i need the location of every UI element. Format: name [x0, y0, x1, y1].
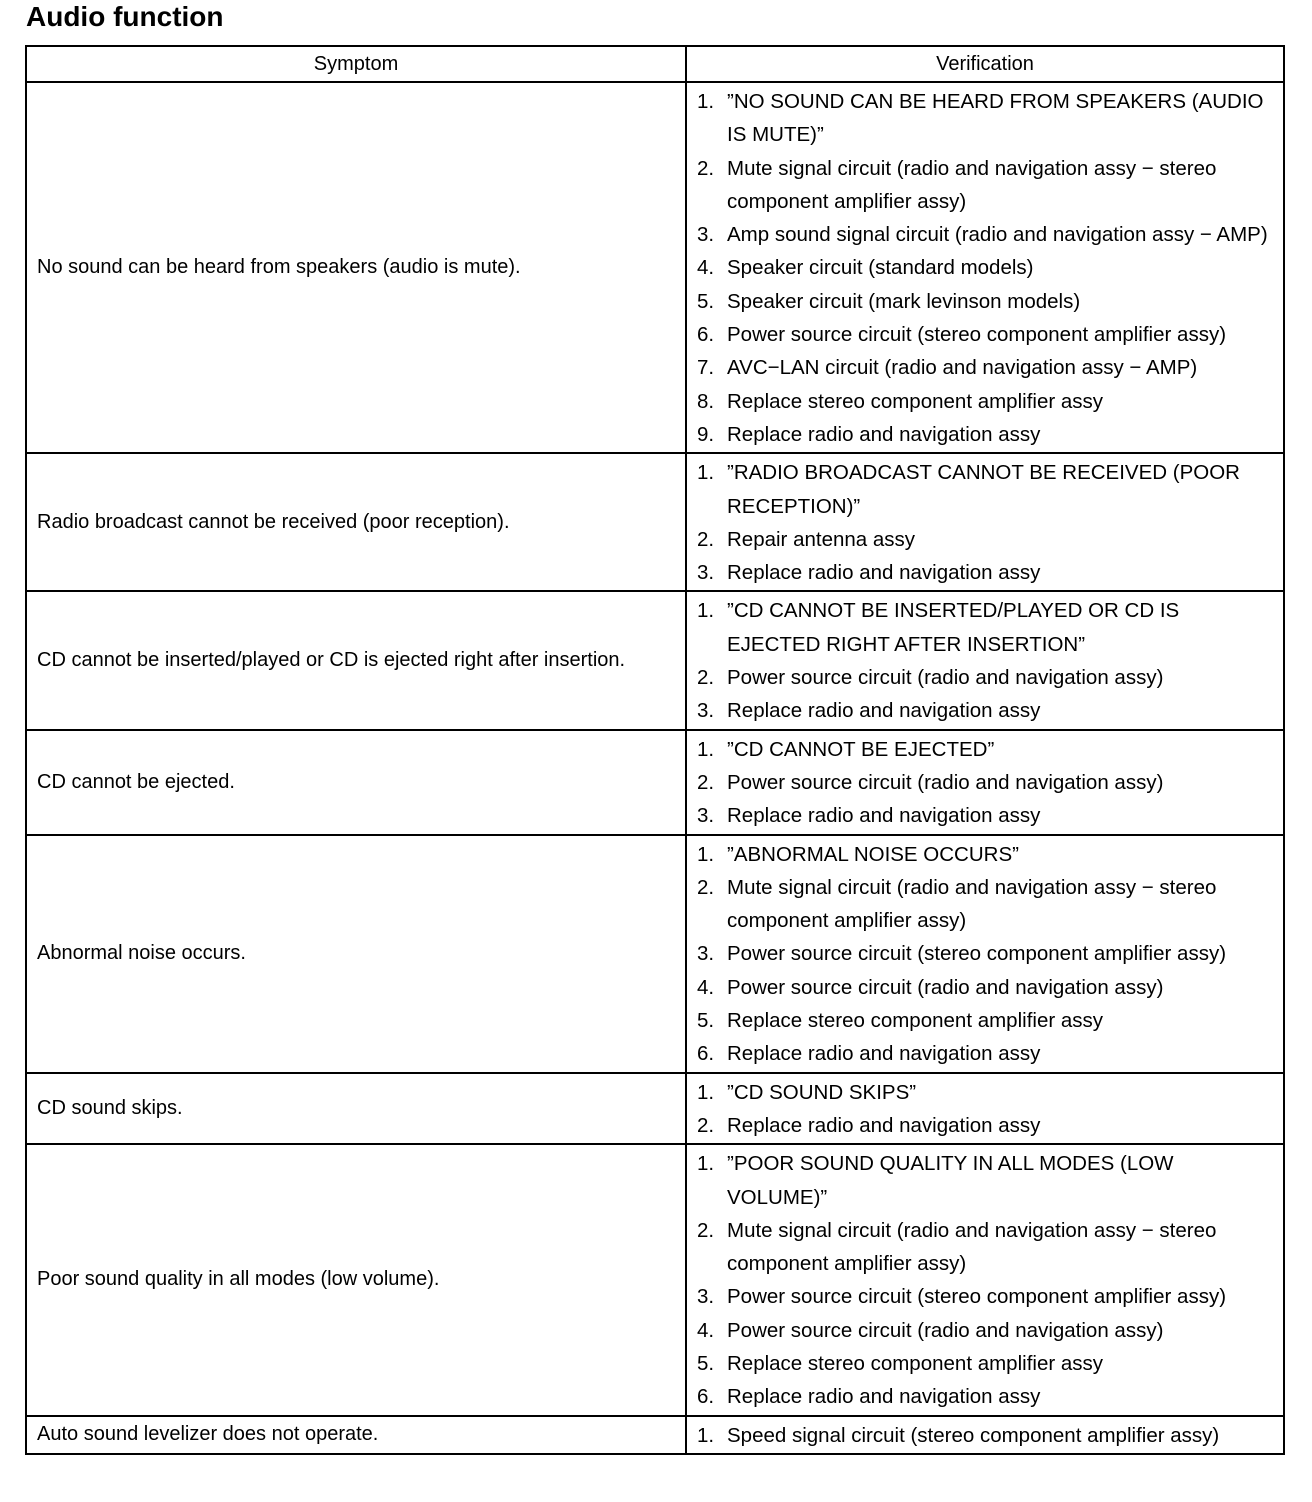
verification-steps — [687, 594, 1283, 727]
table-row — [26, 730, 1284, 835]
table-row — [26, 835, 1284, 1073]
step-text: Power source circuit (stereo component amplifier assy) — [727, 942, 1227, 966]
step-number: 3. — [697, 942, 715, 966]
verification-step — [687, 1147, 1283, 1214]
step-text: Replace radio and navigation assy — [727, 1042, 1041, 1066]
verification-cell — [686, 82, 1284, 453]
step-text: ”CD CANNOT BE EJECTED” — [727, 737, 995, 761]
step-number: 7. — [697, 356, 715, 380]
step-number: 1. — [697, 1152, 715, 1176]
verification-step — [687, 799, 1283, 832]
verification-step — [687, 1004, 1283, 1037]
step-text: Amp sound signal circuit (radio and navigation assy − AMP) — [727, 223, 1268, 247]
step-number: 1. — [697, 1080, 715, 1104]
step-text: Replace radio and navigation assy — [727, 1113, 1041, 1137]
step-number: 1. — [697, 737, 715, 761]
table-row — [26, 82, 1284, 453]
verification-step — [687, 694, 1283, 727]
table-row — [26, 1144, 1284, 1415]
step-number: 3. — [697, 561, 715, 585]
step-text: ”NO SOUND CAN BE HEARD FROM SPEAKERS (AUDIO IS MUTE)” — [727, 90, 1264, 147]
step-number: 3. — [697, 223, 715, 247]
page-title: Audio function — [26, 1, 224, 32]
step-text: Speaker circuit (standard models) — [727, 256, 1034, 280]
step-text: Mute signal circuit (radio and navigation assy − stereo component amplifier assy) — [727, 875, 1217, 933]
symptom-cell: CD sound skips. — [26, 1073, 686, 1145]
verification-cell — [686, 1144, 1284, 1415]
verification-step — [687, 1380, 1283, 1413]
verification-step — [687, 937, 1283, 970]
step-text: ”ABNORMAL NOISE OCCURS” — [727, 842, 1019, 866]
table-row — [26, 591, 1284, 729]
verification-step — [687, 218, 1283, 251]
verification-step — [687, 766, 1283, 799]
verification-step — [687, 418, 1283, 451]
verification-step — [687, 1109, 1283, 1142]
verification-step — [687, 285, 1283, 318]
step-text: Power source circuit (radio and navigation assy) — [727, 975, 1164, 999]
verification-steps — [687, 838, 1283, 1071]
step-text: Power source circuit (radio and navigation assy) — [727, 770, 1164, 794]
step-number: 1. — [697, 842, 715, 866]
step-number: 6. — [697, 1042, 715, 1066]
verification-steps — [687, 733, 1283, 833]
step-text: Power source circuit (radio and navigation assy) — [727, 666, 1164, 690]
table-row — [26, 1073, 1284, 1145]
step-number: 5. — [697, 289, 715, 313]
step-text: Power source circuit (radio and navigation assy) — [727, 1318, 1164, 1342]
verification-cell — [686, 453, 1284, 591]
step-number: 1. — [697, 599, 715, 623]
table-body — [26, 82, 1284, 1454]
verification-step — [687, 1214, 1283, 1281]
step-number: 8. — [697, 389, 715, 413]
step-text: AVC−LAN circuit (radio and navigation assy − AMP) — [727, 356, 1198, 380]
step-text: Repair antenna assy — [727, 527, 916, 551]
verification-step — [687, 661, 1283, 694]
verification-cell — [686, 1073, 1284, 1145]
step-text: Replace stereo component amplifier assy — [727, 1351, 1104, 1375]
verification-step — [687, 556, 1283, 589]
symptom-cell: CD cannot be inserted/played or CD is ejected right after insertion. — [26, 591, 686, 729]
step-number: 1. — [697, 461, 715, 485]
verification-step — [687, 1347, 1283, 1380]
step-number: 1. — [697, 90, 715, 113]
symptom-cell: CD cannot be ejected. — [26, 730, 686, 835]
step-text: Replace radio and navigation assy — [727, 699, 1041, 723]
verification-steps — [687, 1076, 1283, 1143]
step-text: Replace radio and navigation assy — [727, 422, 1041, 446]
verification-step — [687, 351, 1283, 384]
step-number: 2. — [697, 156, 715, 180]
verification-steps — [687, 1419, 1283, 1452]
verification-step — [687, 251, 1283, 284]
verification-step — [687, 318, 1283, 351]
verification-step — [687, 1280, 1283, 1313]
step-text: Speaker circuit (mark levinson models) — [727, 289, 1081, 313]
verification-step — [687, 456, 1283, 523]
step-text: Power source circuit (stereo component amplifier assy) — [727, 1285, 1227, 1309]
verification-step — [687, 733, 1283, 766]
symptom-column-header: Symptom — [26, 46, 686, 82]
verification-step — [687, 1314, 1283, 1347]
step-text: Replace radio and navigation assy — [727, 804, 1041, 828]
verification-cell — [686, 591, 1284, 729]
step-text: Replace stereo component amplifier assy — [727, 389, 1104, 413]
verification-steps — [687, 85, 1283, 451]
verification-step — [687, 385, 1283, 418]
verification-step — [687, 1076, 1283, 1109]
step-number: 5. — [697, 1351, 715, 1375]
step-text: Replace radio and navigation assy — [727, 561, 1041, 585]
step-number: 4. — [697, 1318, 715, 1342]
verification-cell — [686, 1416, 1284, 1454]
symptom-cell: Abnormal noise occurs. — [26, 835, 686, 1073]
symptom-cell: Poor sound quality in all modes (low volume). — [26, 1144, 686, 1415]
table-row — [26, 1416, 1284, 1454]
verification-step — [687, 838, 1283, 871]
step-number: 6. — [697, 1385, 715, 1409]
verification-cell — [686, 835, 1284, 1073]
step-text: Replace stereo component amplifier assy — [727, 1009, 1104, 1033]
step-text: ”CD SOUND SKIPS” — [727, 1080, 917, 1104]
step-number: 2. — [697, 1113, 715, 1137]
step-text: Replace radio and navigation assy — [727, 1385, 1041, 1409]
step-text: Power source circuit (stereo component amplifier assy) — [727, 323, 1227, 347]
step-text: ”RADIO BROADCAST CANNOT BE RECEIVED (POOR RECEPTION)” — [727, 461, 1240, 518]
step-number: 4. — [697, 256, 715, 280]
step-text: Speed signal circuit (stereo component amplifier assy) — [727, 1423, 1220, 1447]
symptom-cell: Auto sound levelizer does not operate. — [26, 1416, 686, 1454]
table-row — [26, 453, 1284, 591]
step-number: 2. — [697, 875, 715, 899]
step-text: Mute signal circuit (radio and navigation assy − stereo component amplifier assy) — [727, 1218, 1217, 1276]
verification-steps — [687, 1147, 1283, 1413]
verification-steps — [687, 456, 1283, 589]
step-number: 4. — [697, 975, 715, 999]
step-number: 2. — [697, 1218, 715, 1242]
verification-step — [687, 594, 1283, 661]
table-header-row — [26, 46, 1284, 82]
verification-step — [687, 871, 1283, 938]
step-number: 3. — [697, 699, 715, 723]
step-number: 3. — [697, 1285, 715, 1309]
verification-step — [687, 152, 1283, 219]
step-number: 1. — [697, 1423, 715, 1447]
verification-step — [687, 1419, 1283, 1452]
step-number: 6. — [697, 323, 715, 347]
step-number: 2. — [697, 666, 715, 690]
verification-step — [687, 523, 1283, 556]
verification-step — [687, 85, 1283, 152]
step-number: 3. — [697, 804, 715, 828]
verification-cell — [686, 730, 1284, 835]
step-text: ”POOR SOUND QUALITY IN ALL MODES (LOW VOLUME)” — [727, 1152, 1174, 1209]
step-number: 2. — [697, 527, 715, 551]
symptom-cell: Radio broadcast cannot be received (poor reception). — [26, 453, 686, 591]
step-text: Mute signal circuit (radio and navigation assy − stereo component amplifier assy) — [727, 156, 1217, 213]
step-number: 5. — [697, 1009, 715, 1033]
step-number: 9. — [697, 422, 715, 446]
verification-step — [687, 971, 1283, 1004]
step-text: ”CD CANNOT BE INSERTED/PLAYED OR CD IS EJECTED RIGHT AFTER INSERTION” — [727, 599, 1180, 656]
verification-step — [687, 1037, 1283, 1070]
symptom-cell: No sound can be heard from speakers (audio is mute). — [26, 82, 686, 453]
symptom-table — [25, 45, 1285, 1455]
step-number: 2. — [697, 770, 715, 794]
verification-column-header: Verification — [686, 46, 1284, 82]
